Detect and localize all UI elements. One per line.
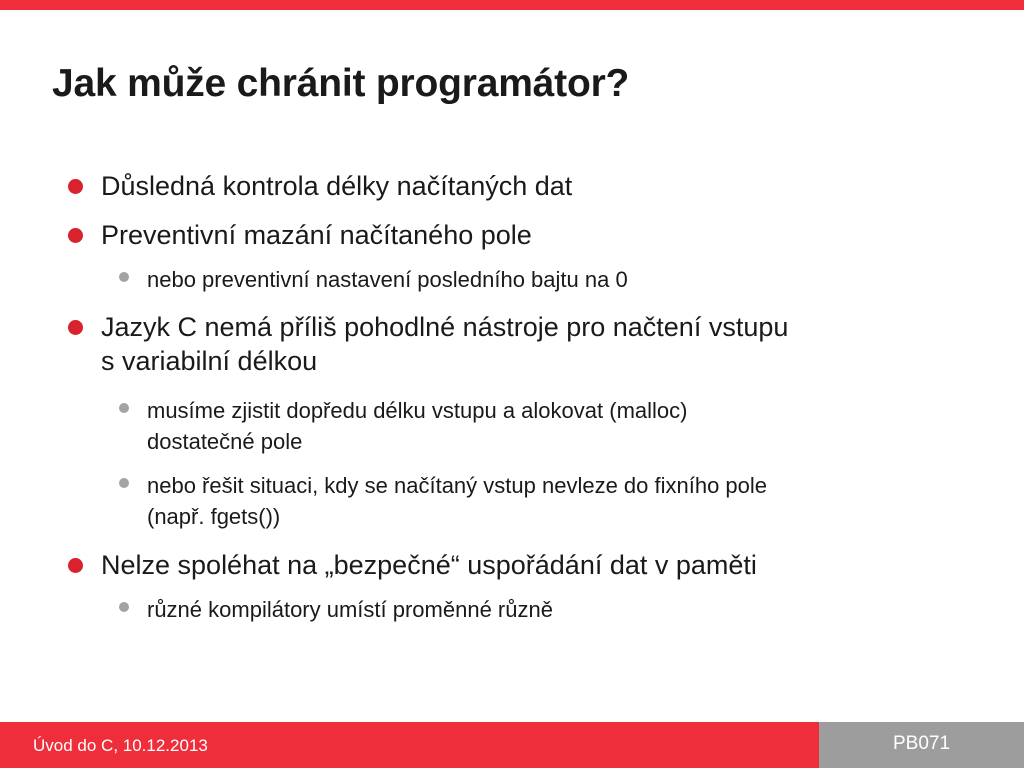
bullet-text: Jazyk C nemá příliš pohodlné nástroje pro načtení vstupu s variabilní délkou — [101, 312, 789, 376]
sub-bullet-text: nebo řešit situaci, kdy se načítaný vstup nevleze do fixního pole (např. fgets()) — [147, 473, 768, 529]
red-bullet-icon — [68, 179, 83, 194]
bullet-text: Preventivní mazání načítaného pole — [101, 220, 532, 250]
footer-course-date: Úvod do C, 10.12.2013 — [33, 736, 208, 755]
footer-course-code: PB071 — [893, 733, 951, 754]
sub-bullet-item — [119, 395, 687, 457]
grey-bullet-icon — [119, 403, 129, 413]
bullet-item — [68, 169, 572, 203]
grey-bullet-icon — [119, 602, 129, 612]
grey-bullet-icon — [119, 272, 129, 282]
grey-bullet-icon — [119, 478, 129, 488]
sub-bullet-text: musíme zjistit dopředu délku vstupu a alokovat (malloc) dostatečné pole — [147, 398, 688, 454]
bullet-item — [68, 218, 532, 252]
bullet-item — [68, 548, 757, 582]
bullet-text: Nelze spoléhat na „bezpečné“ uspořádání dat v paměti — [101, 550, 757, 580]
sub-bullet-text: nebo preventivní nastavení posledního bajtu na 0 — [147, 267, 628, 292]
top-accent-bar — [0, 0, 1024, 10]
bullet-text: Důsledná kontrola délky načítaných dat — [101, 171, 573, 201]
red-bullet-icon — [68, 228, 83, 243]
bullet-item — [68, 310, 788, 378]
slide-title: Jak může chránit programátor? — [52, 62, 630, 105]
red-bullet-icon — [68, 320, 83, 335]
sub-bullet-text: různé kompilátory umístí proměnné různě — [147, 597, 553, 622]
red-bullet-icon — [68, 558, 83, 573]
sub-bullet-item — [119, 470, 767, 532]
sub-bullet-item — [119, 264, 628, 295]
sub-bullet-item — [119, 594, 553, 625]
